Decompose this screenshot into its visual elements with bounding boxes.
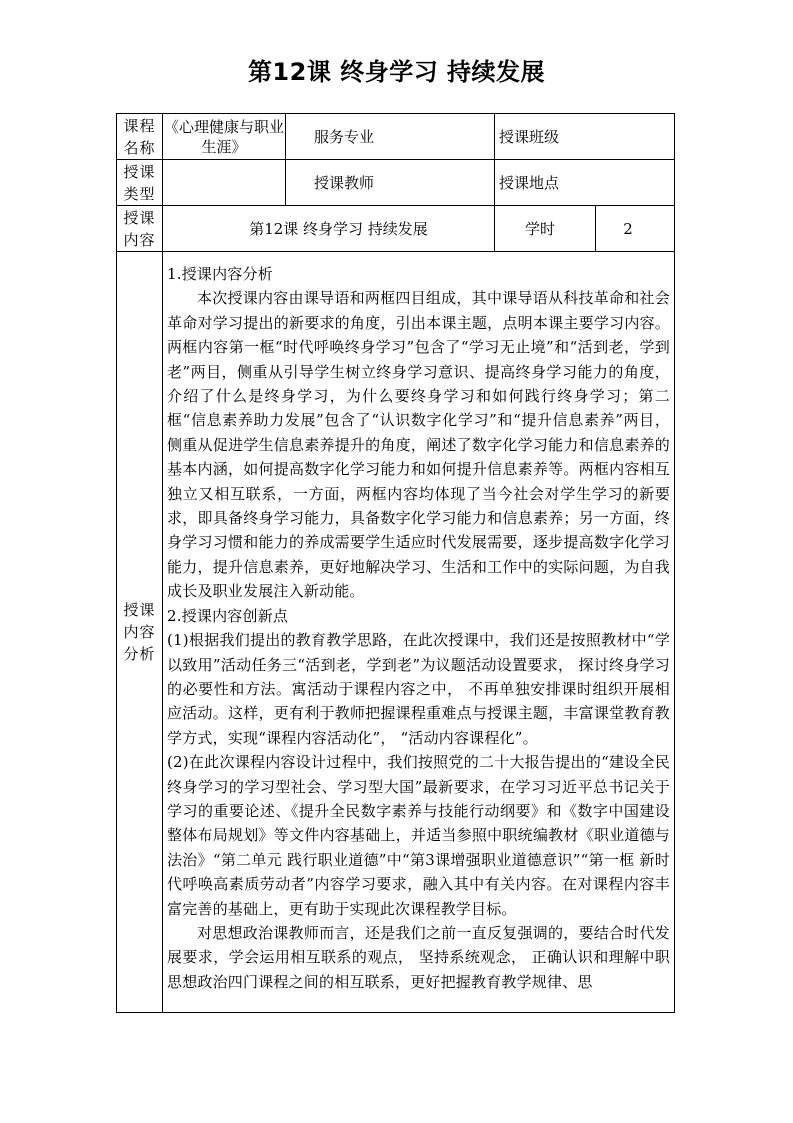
lesson-plan-table	[116, 113, 675, 1013]
section1-body: 本次授课内容由课导语和两框四目组成，其中课导语从科技革命和社会革命对学习提出的新要求的角度，引出本课主题，点明本课主要学习内容。两框内容第一框“时代呼唤终身学习”包含了“学习无止境”和“活到老，学到老”两目，侧重从引导学生树立终身学习意识、提高终身学习能力的角度，介绍了什么是终身学习，为什么要终身学习和如何践行终身学习；第二框“信息素养助力发展”包含了“认识数字化学习”和“提升信息素养”两目，侧重从促进学生信息素养提升的角度，阐述了数字化学习能力和信息素养的基本内涵，如何提高数字化学习能力和如何提升信息素养等。两框内容相互独立又相互联系，一方面，两框内容均体现了当今社会对学生学习的新要求，即具备终身学习能力，具备数字化学习能力和信息素养；另一方面，终身学习习惯和能力的养成需要学生适应时代发展需要，逐步提高数字化学习能力，提升信息素养，更好地解决学习、生活和工作中的实际问题，为自我成长及职业发展注入新动能。	[167, 289, 671, 601]
table-row-course	[117, 114, 675, 160]
major-value: 服务专业	[286, 114, 495, 160]
section1-heading: 1.授课内容分析	[167, 265, 273, 283]
place-label	[495, 160, 675, 206]
section2-paragraph-3: 对思想政治课教师而言，还是我们之前一直反复强调的，要结合时代发展要求，学会运用相互联系的观点， 坚持系统观念， 正确认识和理解中职思想政治四门课程之间的相互联系，更好把握教育教学规律、思	[167, 923, 671, 991]
class-label	[495, 114, 675, 160]
label-content-analysis: 授课内容分析	[117, 252, 163, 1013]
table-row-type	[117, 160, 675, 206]
lesson-type-value	[163, 160, 286, 206]
teacher-label: 授课教师	[286, 160, 495, 206]
analysis-content	[163, 252, 675, 1013]
label-lesson-content: 授课内容	[117, 206, 163, 252]
label-course-name: 课程名称	[117, 114, 163, 160]
label-lesson-type: 授课类型	[117, 160, 163, 206]
course-name-value: 《心理健康与职业生涯》	[163, 114, 286, 160]
section2-paragraph-1: (1)根据我们提出的教育教学思路，在此次授课中，我们还是按照教材中“学以致用”活动任务三“活到老，学到老”为议题活动设置要求， 探讨终身学习的必要性和方法。寓活动于课程内容之中， 不再单独安排课时组织开展相应活动。这样，更有利于教师把握课程重难点与授课主题，丰富课堂教育教学方式，实现“课程内容活动化”， “活动内容课程化”。	[167, 631, 671, 747]
table-row-content	[117, 206, 675, 252]
hours-value: 2	[596, 206, 675, 252]
place-label-text: 授课地点	[499, 173, 560, 192]
class-label-text: 授课班级	[499, 127, 560, 146]
hours-label: 学时	[495, 206, 596, 252]
table-row-analysis	[117, 252, 675, 1013]
section2-heading: 2.授课内容创新点	[167, 606, 289, 625]
page-title: 第12课 终身学习 持续发展	[247, 58, 546, 86]
lesson-content-value: 第12课 终身学习 持续发展	[163, 206, 495, 252]
section2-paragraph-2: (2)在此次课程内容设计过程中，我们按照党的二十大报告提出的“建设全民终身学习的学习型社会、学习型大国”最新要求，在学习习近平总书记关于学习的重要论述、《提升全民数字素养与技能行动纲要》和《数字中国建设整体布局规划》等文件内容基础上，并适当参照中职统编教材《职业道德与法治》“第二单元 践行职业道德”中“第3课增强职业道德意识”“第一框 新时代呼唤高素质劳动者”内容学习要求，融入其中有关内容。在对课程内容丰富完善的基础上，更有助于实现此次课程教学目标。	[167, 753, 671, 918]
